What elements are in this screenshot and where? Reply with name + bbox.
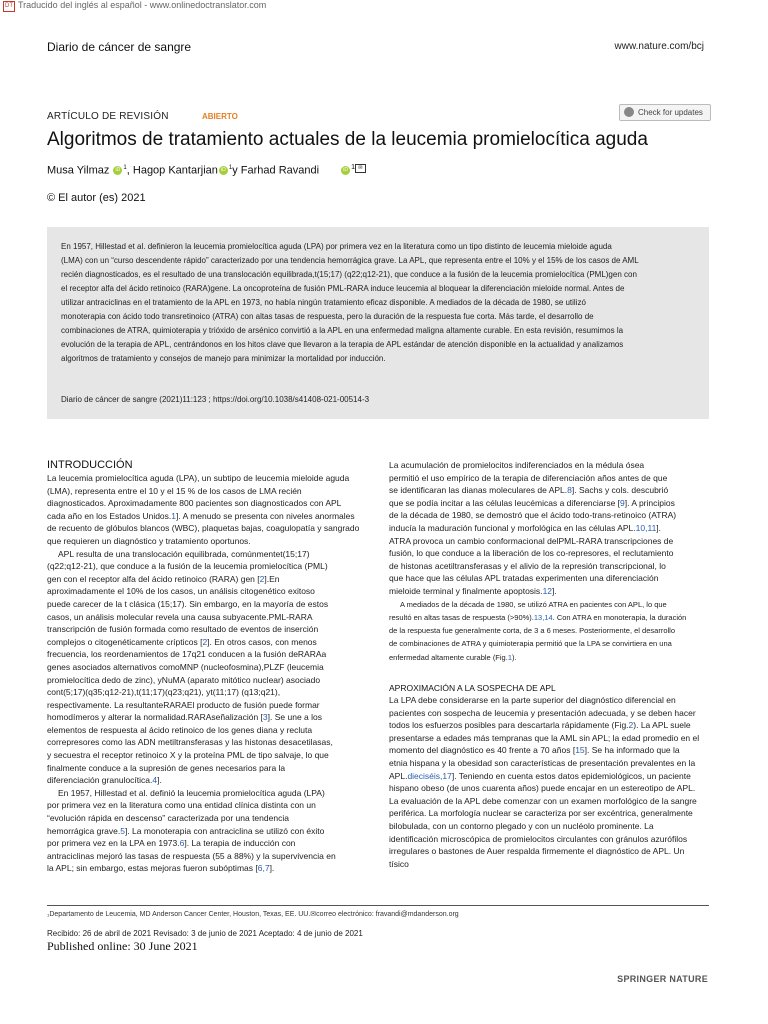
- section-heading-approach: APROXIMACIÓN A LA SOSPECHA DE APL: [389, 683, 556, 694]
- text-run: homodímeros y alterar la normalidad.RARAseñalización [: [47, 712, 263, 723]
- translate-icon: DT: [3, 1, 15, 12]
- journal-name: Diario de cáncer de sangre: [47, 40, 192, 54]
- text-run: hispano obeso (de unos cuarenta años) puede encajar en un estereotipo de APL.: [389, 783, 696, 794]
- text-run: ]. A principios: [624, 497, 675, 508]
- text-run: ]. Sachs y cols. descubrió: [571, 485, 669, 496]
- text-run: respectivamente. La resultanteRARAEl producto de fusión puede formar: [47, 699, 320, 710]
- text-run: ).: [512, 652, 517, 662]
- text-run: A mediados de la década de 1980, se utilizó ATRA en pacientes con APL, lo que: [400, 599, 667, 609]
- text-run: cont(5;17)(q35;q12-21),t(11;17)(q23;q21), yt(11;17) (q13;q21),: [47, 687, 281, 698]
- abstract-line: recién diagnosticados, es el resultado de una translocación equilibrada,t(15;17) (q22;q12-21), que conduce a la fusión de la leucemia promielocítica (PML)gen con: [61, 270, 637, 279]
- paragraph: [389, 459, 711, 598]
- text-run: aproximadamente el 10% de los casos, un análisis citogenético exitoso: [47, 586, 315, 597]
- abstract-text: [61, 240, 697, 366]
- reference-link[interactable]: 10,11: [635, 522, 657, 533]
- open-access-badge: ABIERTO: [202, 112, 238, 121]
- text-run: frecuencia, los reordenamientos de 17q21 conducen a la fusión deRARAa: [47, 649, 327, 660]
- text-run: hemorrágica grave.: [47, 825, 121, 836]
- text-run: identificación microscópica de promielocitos circulantes con gránulos azurófilos: [389, 833, 688, 844]
- text-run: gen con el receptor alfa del ácido retinoico (RARA) gen [: [47, 573, 260, 584]
- text-run: ].: [269, 863, 275, 874]
- text-run: ].En: [264, 573, 280, 584]
- text-run: irregulares o bastones de Auer respalda firmemente el diagnóstico de APL. Un: [389, 846, 685, 857]
- article-title: Algoritmos de tratamiento actuales de la leucemia promielocítica aguda: [47, 129, 648, 150]
- text-run: y secuestra el receptor retinoico X y la proteína PML de tipo salvaje, lo que: [47, 750, 329, 761]
- text-run: La evaluación de la APL debe comenzar con un examen morfológico de la sangre: [389, 795, 697, 806]
- text-run: momento del diagnóstico es 40 frente a 70 años [: [389, 745, 576, 756]
- abstract-line: En 1957, Hillestad et al. definieron la leucemia promielocítica aguda (LPA) por primera vez en la literatura como un tipo distinto de leucemia mieloide aguda: [61, 242, 612, 251]
- reference-link[interactable]: 6: [179, 838, 185, 849]
- text-run: APL resulta de una translocación equilibrada, comúnmentet(15;17): [58, 548, 310, 559]
- copyright: © El autor (es) 2021: [47, 192, 146, 204]
- translation-banner-text[interactable]: Traducido del inglés al español - www.onlinedoctranslator.com: [18, 0, 267, 10]
- reference-link[interactable]: 9: [620, 497, 625, 508]
- text-run: “evolución rápida en descenso” caracterizada por una tendencia: [47, 813, 289, 824]
- email-icon[interactable]: ✉: [355, 164, 366, 173]
- text-run: se identificaran las dianas moleculares de APL.: [389, 485, 568, 496]
- text-run: ]. Teniendo en cuenta estos datos epidemiológicos, un paciente: [451, 770, 691, 781]
- text-run: finalmente conduce a la supresión de genes necesarios para la: [47, 762, 286, 773]
- text-run: La LPA debe considerarse en la parte superior del diagnóstico diferencial en: [389, 695, 676, 706]
- check-updates-icon: [624, 107, 634, 117]
- text-run: (q22;q12-21), que conduce a la fusión de la leucemia promielocítica (PML): [47, 561, 328, 572]
- check-updates-label: Check for updates: [638, 108, 703, 117]
- text-run: La leucemia promielocítica aguda (LPA), un subtipo de leucemia mieloide aguda: [47, 473, 350, 483]
- text-run: de la respuesta fue generalmente corta, de 3 a 6 meses. Posteriormente, el desarrollo: [389, 626, 675, 636]
- orcid-icon[interactable]: iD: [219, 166, 228, 175]
- reference-link[interactable]: 2: [202, 636, 208, 647]
- text-run: por primera vez en la literatura como una entidad clínica distinta con un: [47, 800, 316, 811]
- orcid-icon[interactable]: iD: [341, 166, 350, 175]
- text-run: ].: [157, 775, 162, 786]
- text-run: elementos de respuesta al ácido retinoico de los genes diana y recluta: [47, 724, 313, 735]
- text-run: APL.: [389, 770, 408, 781]
- check-updates-button[interactable]: [619, 104, 711, 121]
- text-run: mieloide terminal y finalmente apoptosis.: [389, 585, 543, 596]
- text-run: ATRA provoca un cambio conformacional delPML-RARA transcripciones de: [389, 535, 674, 546]
- text-run: casos, un análisis molecular revela una causa subyacente.PML-RARA: [47, 611, 313, 622]
- affiliation-note: ₁Departamento de Leucemia, MD Anderson Cancer Center, Houston, Texas, EE. UU.✉correo electrónico: fravandi@mdanderson.org: [47, 911, 459, 918]
- text-run: por primera vez en la LPA en 1973.: [47, 838, 180, 849]
- abstract-line: evolución de la terapia de APL, centrándonos en los hitos clave que llevaron a la terapia de APL estándar de atención disponible en la actualidad y analizamos: [61, 340, 624, 349]
- text-run: fusión, lo que conduce a la liberación de los co-represores, el reclutamiento: [389, 548, 674, 559]
- received-dates: Recibido: 26 de abril de 2021 Revisado: 3 de junio de 2021 Aceptado: 4 de junio de 2021: [47, 929, 363, 938]
- paragraph: [389, 694, 711, 870]
- reference-link[interactable]: 6,7: [257, 863, 270, 874]
- text-run: resultó en altas tasas de respuesta (>90%).: [389, 612, 534, 622]
- author-name[interactable]: y Farhad Ravandi: [232, 164, 320, 177]
- reference-link[interactable]: 15: [575, 745, 585, 756]
- text-run: diferenciación granulocítica.: [47, 775, 153, 786]
- reference-link[interactable]: 4: [152, 775, 158, 786]
- translation-banner[interactable]: [0, 0, 768, 12]
- abstract-line: algoritmos de tratamiento y consejos de manejo para minimizar la mortalidad por inducción.: [61, 354, 386, 363]
- affiliation-sup: 1: [228, 165, 233, 171]
- text-run: ]. A menudo se presenta con niveles anormales: [176, 510, 355, 521]
- text-run: que requieren un diagnóstico y tratamiento oportunos.: [47, 535, 251, 546]
- author-name[interactable]: Musa Yilmaz: [47, 164, 110, 177]
- text-run: correpresores como las ADN metiltransferasas y las histonas desacetilasas,: [47, 737, 333, 748]
- abstract-line: monoterapia con ácido todo transretinoico (ATRA) con altas tasas de respuesta, pero la duración de la respuesta fue corta. Más tarde, el desarrollo de: [61, 312, 594, 321]
- paragraph: [47, 787, 377, 875]
- text-run: presentarse a edades más tempranas que la AML sin APL; la edad promedio en el: [389, 732, 700, 743]
- text-run: enfermedad altamente curable (Fig.: [389, 652, 508, 662]
- text-run: de histonas acetiltransferasas y el alivio de la represión transcripcional, lo: [389, 560, 666, 571]
- text-run: puede carecer de la t clásica (15;17). Sin embargo, en la mayoría de estos: [47, 598, 329, 609]
- reference-link[interactable]: 2: [259, 573, 265, 584]
- affiliation-sup: 1: [351, 164, 356, 171]
- journal-url[interactable]: www.nature.com/bcj: [614, 41, 704, 52]
- citation-line: Diario de cáncer de sangre (2021)11:123 ; https://doi.org/10.1038/s41408-021-00514-3: [61, 395, 370, 404]
- text-run: antraciclinas mejoró las tasas de respuesta (55 a 88%) y la supervivencia en: [47, 850, 336, 861]
- abstract-line: el receptor alfa del ácido retinoico (RARA)gene. La oncoproteína de fusión PML-RARA induce leucemia al bloquear la diferenciación mieloide normal. Antes de: [61, 284, 625, 293]
- text-run: transcripción de fusión formada como resultado de eventos de inserción: [47, 624, 319, 635]
- paragraph: [47, 472, 377, 548]
- text-run: periférica. La morfología nuclear se caracteriza por ser excéntrica, generalmente: [389, 808, 693, 819]
- text-run: ). La APL suele: [633, 720, 691, 731]
- text-run: etnia hispana y la obesidad son características de presentación prevalentes en la: [389, 757, 696, 768]
- reference-link[interactable]: 1: [171, 510, 177, 521]
- right-column: [389, 459, 711, 870]
- text-run: que hace que las células APL tratadas experimenten una diferenciación: [389, 573, 659, 584]
- text-run: inducía la maduración funcional y morfológica en las células APL.: [389, 522, 636, 533]
- abstract-box: [47, 227, 709, 419]
- text-run: la APL; sin embargo, estas mejoras fueron subóptimas [: [47, 863, 258, 874]
- text-run: que se podía incitar a las células leucémicas a diferenciarse [: [389, 497, 621, 508]
- reference-link[interactable]: 8: [567, 485, 572, 496]
- text-run: de recuento de glóbulos blancos (WBC), plaquetas bajas, coagulopatía y sangrado: [47, 523, 360, 534]
- text-run: ].: [552, 585, 557, 596]
- reference-link[interactable]: 13,14: [533, 612, 553, 622]
- text-run: ]. En otros casos, con menos: [207, 636, 317, 647]
- text-run: complejos o citogenéticamente crípticos [: [47, 636, 203, 647]
- text-run: (LMA), representa entre el 10 y el 15 % de los casos de LMA recién: [47, 485, 302, 496]
- text-run: diagnosticados. Aproximadamente 800 pacientes son diagnosticados con APL: [47, 498, 342, 509]
- text-run: todos los esfuerzos posibles para descartarla rápidamente (Fig.: [389, 720, 629, 731]
- text-run: de combinaciones de ATRA y quimioterapia permitió que la LPA se convirtiera en una: [389, 639, 672, 649]
- text-run: cada año en los Estados Unidos.: [47, 510, 172, 521]
- reference-link[interactable]: 12: [542, 585, 553, 596]
- orcid-icon[interactable]: iD: [113, 166, 122, 175]
- article-type: ARTÍCULO DE REVISIÓN: [47, 111, 169, 122]
- section-heading-introduction: INTRODUCCIÓN: [47, 459, 133, 471]
- paragraph: [389, 598, 711, 664]
- text-run: tísico: [389, 858, 409, 869]
- reference-link[interactable]: 5: [120, 825, 125, 836]
- publisher-logo: SPRINGER NATURE: [617, 974, 708, 984]
- author-list: [47, 164, 366, 177]
- published-date: Published online: 30 June 2021: [47, 939, 198, 953]
- reference-link[interactable]: dieciséis,17: [407, 770, 452, 781]
- text-run: ]. La terapia de inducción con: [184, 838, 296, 849]
- reference-link[interactable]: 1: [507, 652, 512, 662]
- affiliation-sup: 1: [123, 165, 127, 171]
- paragraph: [47, 548, 377, 787]
- reference-link[interactable]: 3: [262, 712, 268, 723]
- text-run: ]. Se une a los: [267, 712, 322, 723]
- text-run: promielocítica dedo de zinc), yNuMA (aparato mitótico nuclear) asociado: [47, 674, 321, 685]
- text-run: bilobulada, con un contorno plegado y con un nucléolo prominente. La: [389, 820, 654, 831]
- abstract-line: (LMA) con un “curso descendente rápido” caracterizado por una tendencia hemorrágica grave. La APL, que representa entre el 10% y el 15% de los casos de AML: [61, 256, 639, 265]
- text-run: En 1957, Hillestad et al. definió la leucemia promielocítica aguda (LPA): [58, 787, 325, 798]
- reference-link[interactable]: 2: [628, 720, 634, 731]
- abstract-line: utilizar antraciclinas en el tratamiento de la APL en 1973, no había ningún tratamiento eficaz disponible. A mediados de la década de 1980, se utilizó: [61, 298, 586, 307]
- text-run: La acumulación de promielocitos indiferenciados en la médula ósea: [389, 460, 645, 470]
- author-name[interactable]: , Hagop Kantarjian: [126, 164, 218, 177]
- footer-rule: [47, 905, 709, 906]
- text-run: ]. Se ha informado que la: [584, 745, 680, 756]
- text-run: genes asociados alternativos comoMNP (nucleofosmina),PLZF (leucemia: [47, 661, 324, 672]
- text-run: de la década de 1980, se demostró que el ácido todo-trans-retinoico (ATRA): [389, 510, 677, 521]
- text-run: ]. La monoterapia con antraciclina se utilizó con éxito: [124, 825, 325, 836]
- text-run: permitió el uso empírico de la terapia de diferenciación años antes de que: [389, 472, 668, 483]
- abstract-line: combinaciones de ATRA, quimioterapia y trióxido de arsénico convirtió a la APL en una enfermedad maligna altamente curable. En esta revisión, resumimos la: [61, 326, 624, 335]
- text-run: ].: [656, 522, 662, 533]
- text-run: . Con ATRA en monoterapia, la duración: [552, 612, 687, 622]
- left-column: [47, 472, 377, 875]
- text-run: pacientes con sospecha de leucemia y presentación adecuada, y se deben hacer: [389, 707, 696, 718]
